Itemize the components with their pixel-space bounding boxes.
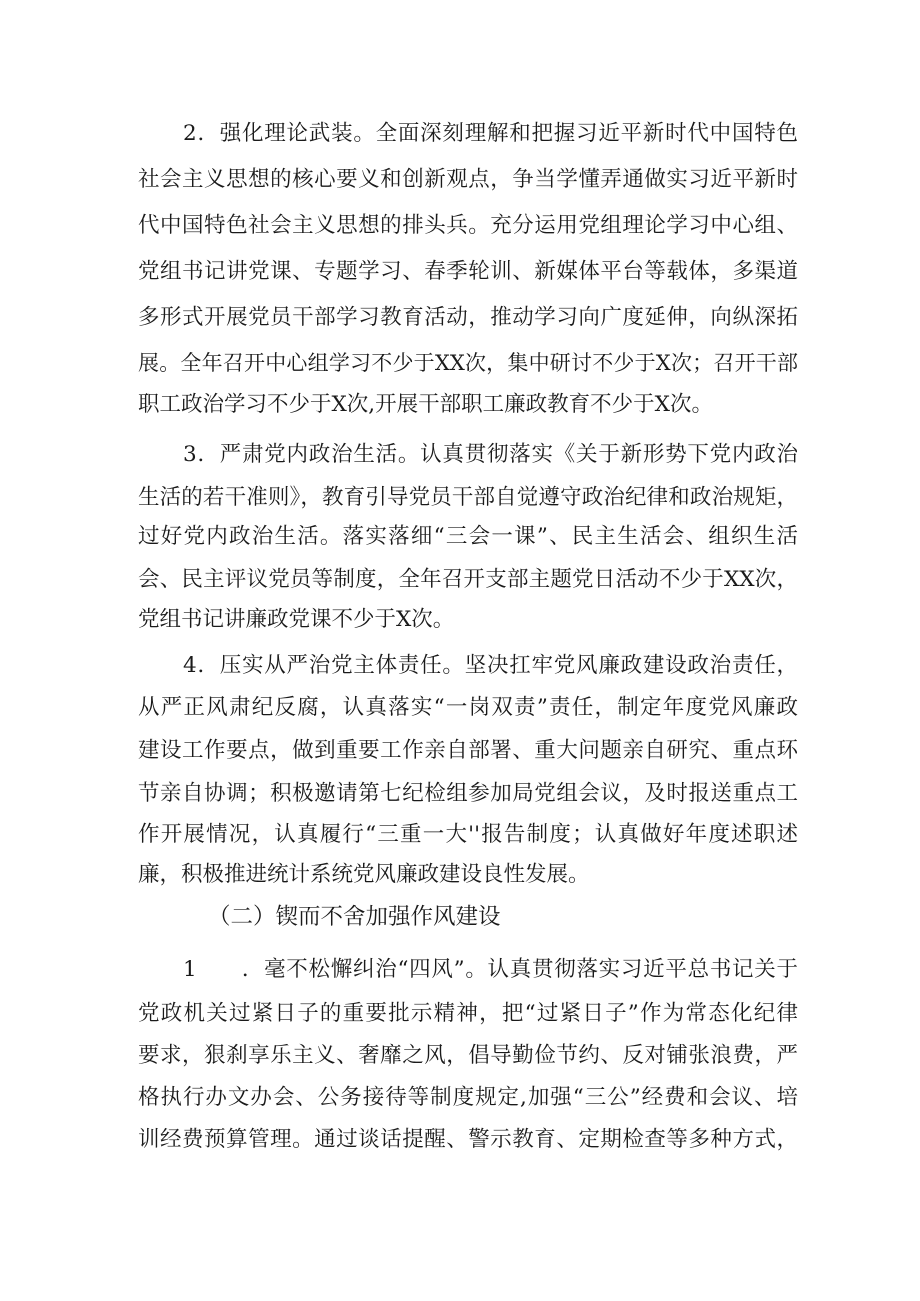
text-line: 建设工作要点，做到重要工作亲自部署、重大问题亲自研究、重点环 [138,738,798,763]
text-line: 党政机关过紧日子的重要批示精神，把“过紧日子”作为常态化纪律 [138,1001,798,1026]
text-line: 格执行办文办会、公务接待等制度规定,加强“三公”经费和会议、培 [138,1085,798,1110]
text-line: 节亲自协调；积极邀请第七纪检组参加局党组会议，及时报送重点工 [138,781,798,806]
text-line: 展。全年召开中心组学习不少于XX次，集中研讨不少于X次；召开干部 [138,351,798,375]
text-line: 廉，积极推进统计系统党风廉政建设良性发展。 [138,862,590,887]
text-line: 4．压实从严治党主体责任。坚决扛牢党风廉政建设政治责任， [183,653,798,678]
text-line: 党组书记讲廉政党课不少于X次。 [138,607,455,632]
text-line: 训经费预算管理。通过谈话提醒、警示教育、定期检查等多种方式， [138,1127,798,1152]
text-line: 会、民主评议党员等制度，全年召开支部主题党日活动不少于XX次， [138,567,798,592]
text-line: 1 ．毫不松懈纠治“四风”。认真贯彻落实习近平总书记关于 [183,957,798,982]
text-line: 从严正风肃纪反腐，认真落实“一岗双责”责任，制定年度党风廉政 [138,695,798,720]
text-line: 多形式开展党员干部学习教育活动，推动学习向广度延伸，向纵深拓 [138,305,798,330]
text-line: 职工政治学习不少于X次,开展干部职工廉政教育不少于X次。 [138,392,713,417]
section-heading: （二）锲而不舍加强作风建设 [208,904,501,930]
text-line: 社会主义思想的核心要义和创新观点，争当学懂弄通做实习近平新时 [138,167,798,192]
text-line: 要求，狠刹享乐主义、奢靡之风，倡导勤俭节约、反对铺张浪费，严 [138,1043,798,1068]
text-line: 党组书记讲党课、专题学习、春季轮训、新媒体平台等载体，多渠道 [138,259,798,284]
text-line: 3．严肃党内政治生活。认真贯彻落实《关于新形势下党内政治 [183,442,798,467]
text-line: 作开展情况，认真履行“三重一大''报告制度；认真做好年度述职述 [138,822,798,847]
text-line: 生活的若干准则》，教育引导党员干部自觉遵守政治纪律和政治规矩， [138,485,798,510]
text-line: 代中国特色社会主义思想的排头兵。充分运用党组理论学习中心组、 [138,213,798,238]
text-line: 过好党内政治生活。落实落细“三会一课”、民主生活会、组织生活 [138,524,798,549]
text-line: 2．强化理论武装。全面深刻理解和把握习近平新时代中国特色 [183,121,798,146]
